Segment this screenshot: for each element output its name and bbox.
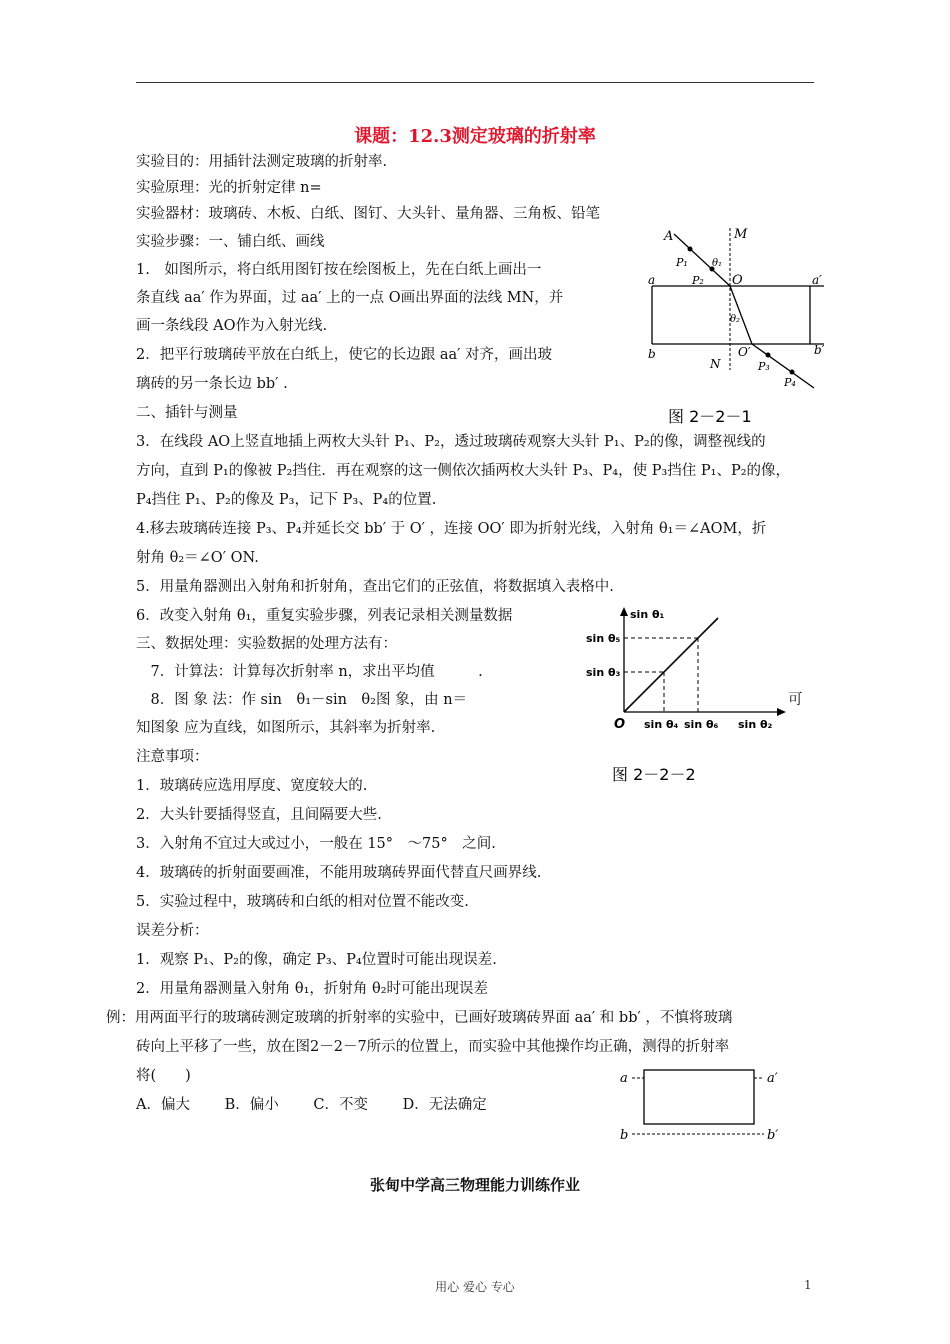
step-8-line-a: 8．图 象 法：作 sin θ₁－sin θ₂图 象，由 n＝	[136, 692, 468, 708]
figure-2-2-1	[638, 222, 838, 432]
footer-motto: 用心 爱心 专心	[435, 1280, 515, 1294]
fig3-label-b: b	[620, 1128, 629, 1143]
step-7-line: 7．计算法：计算每次折射率 n，求出平均值 .	[136, 664, 483, 680]
label-O: O	[732, 273, 743, 288]
example-line-c: 将( )	[136, 1068, 191, 1084]
tick-label-sin-theta4: sin θ₄	[644, 718, 679, 731]
y-axis-label: sin θ₁	[630, 608, 665, 621]
purpose-line: 实验目的：用插针法测定玻璃的折射率.	[136, 154, 388, 170]
pin-p3	[766, 353, 771, 358]
label-theta1: θ₁	[712, 258, 723, 269]
step-4-line-a: 4.移去玻璃砖连接 P₃、P₄并延长交 bb′ 于 O′ ，连接 OO′ 即为折射光线，入射角 θ₁＝∠AOM，折	[136, 521, 767, 537]
label-b-prime: b′	[814, 343, 825, 357]
step-8-line-b: 知图象 应为直线，如图所示，其斜率为折射率.	[136, 720, 436, 736]
page-number: 1	[804, 1278, 812, 1292]
figure-2-2-1-caption: 图 2－2－1	[668, 407, 752, 426]
section-2-heading: 二、插针与测量	[136, 405, 238, 421]
y-axis-arrow	[620, 607, 628, 616]
choice-c: C．不变	[313, 1097, 368, 1113]
step-4-line-b: 射角 θ₂＝∠O′ ON.	[136, 550, 259, 566]
figure-2-2-2-caption: 图 2－2－2	[612, 765, 696, 784]
fig3-label-b-prime: b′	[767, 1128, 779, 1143]
note-2: 2．大头针要插得竖直，且间隔要大些.	[136, 807, 382, 823]
note-5: 5．实验过程中，玻璃砖和白纸的相对位置不能改变.	[136, 894, 469, 910]
choices-row	[136, 1095, 517, 1115]
choice-a: A．偏大	[136, 1097, 190, 1113]
step-3-line-b: 方向，直到 P₁的像被 P₂挡住．再在观察的这一侧依次插两枚大头针 P₃、P₄，使 P₃挡住 P₁、P₂的像，	[136, 463, 791, 479]
error-1: 1．观察 P₁、P₂的像，确定 P₃、P₄位置时可能出现误差.	[136, 952, 497, 968]
label-P1: P₁	[676, 256, 688, 269]
error-heading: 误差分析：	[136, 923, 209, 939]
step-3-line-c: P₄挡住 P₁、P₂的像及 P₃，记下 P₃、P₄的位置.	[136, 492, 437, 508]
example-line-b: 砖向上平移了一些，放在图2－2－7所示的位置上，而实验中其他操作均正确，测得的折射率	[136, 1039, 730, 1055]
figure-2-2-7	[618, 1064, 794, 1146]
tick-label-sin-theta6: sin θ₆	[684, 718, 719, 731]
principle-line: 实验原理：光的折射定律 n=	[136, 180, 322, 196]
x-axis-arrow	[777, 708, 786, 716]
pin-p4	[790, 370, 795, 375]
header-rule	[136, 82, 814, 83]
step-1-line-a: 1. 如图所示，将白纸用图钉按在绘图板上，先在白纸上画出一	[136, 262, 542, 278]
steps-heading: 实验步骤：一、铺白纸、画线	[136, 234, 325, 250]
glass-block	[644, 1070, 754, 1124]
step-1-line-c: 画一条线段 AO作为入射光线.	[136, 318, 328, 334]
choice-d: D．无法确定	[402, 1097, 487, 1113]
page-title: 课题：12.3测定玻璃的折射率	[354, 126, 596, 147]
label-P3: P₃	[758, 360, 770, 373]
example-line-a: 例：用两面平行的玻璃砖测定玻璃的折射率的实验中，已画好玻璃砖界面 aa′ 和 bb′ ，不慎将玻璃	[106, 1010, 733, 1026]
label-M: M	[734, 227, 748, 242]
note-4: 4．玻璃砖的折射面要画准，不能用玻璃砖界面代替直尺画界线.	[136, 865, 542, 881]
label-theta2: θ₂	[730, 314, 741, 325]
footer-school-title: 张甸中学高三物理能力训练作业	[369, 1176, 580, 1194]
label-P4: P₄	[784, 376, 796, 389]
x-axis-label: sin θ₂	[738, 718, 773, 731]
section-3-heading: 三、数据处理：实验数据的处理方法有：	[136, 636, 397, 652]
step-3-line-a: 3．在线段 AO上竖直地插上两枚大头针 P₁、P₂，透过玻璃砖观察大头针 P₁、P₂的像，调整视线的	[136, 434, 766, 450]
figure-2-2-2	[586, 604, 796, 790]
step-8-tail: 可	[788, 692, 803, 708]
label-a: a	[648, 273, 656, 287]
step-1-line-b: 条直线 aa′ 作为界面，过 aa′ 上的一点 O画出界面的法线 MN，并	[136, 290, 564, 306]
label-P2: P₂	[692, 274, 704, 287]
tick-label-sin-theta5: sin θ₅	[586, 632, 621, 645]
fig3-label-a-prime: a′	[767, 1071, 778, 1086]
step-2-line-a: 2．把平行玻璃砖平放在白纸上，使它的长边跟 aa′ 对齐，画出玻	[136, 347, 553, 363]
note-3: 3．入射角不宜过大或过小，一般在 15° ～75° 之间.	[136, 836, 496, 852]
label-b: b	[648, 347, 656, 361]
equipment-line: 实验器材：玻璃砖、木板、白纸、图钉、大头针、量角器、三角板、铅笔	[136, 206, 600, 222]
note-1: 1．玻璃砖应选用厚度、宽度较大的.	[136, 778, 368, 794]
label-A: A	[664, 229, 674, 244]
step-6-line: 6．改变入射角 θ₁，重复实验步骤，列表记录相关测量数据	[136, 608, 513, 624]
step-2-line-b: 璃砖的另一条长边 bb′ .	[136, 376, 288, 392]
notes-heading: 注意事项：	[136, 749, 209, 765]
data-line	[624, 618, 718, 712]
label-a-prime: a′	[812, 273, 822, 287]
choice-b: B．偏小	[224, 1097, 279, 1113]
tick-label-sin-theta3: sin θ₃	[586, 666, 621, 679]
label-N: N	[710, 357, 721, 371]
fig3-label-a: a	[620, 1071, 628, 1086]
error-2: 2．用量角器测量入射角 θ₁，折射角 θ₂时可能出现误差	[136, 981, 489, 997]
step-5-line: 5．用量角器测出入射角和折射角，查出它们的正弦值，将数据填入表格中.	[136, 579, 614, 595]
pin-p1	[688, 247, 693, 252]
origin-label: O	[614, 717, 626, 732]
label-O-prime: O′	[738, 345, 751, 359]
